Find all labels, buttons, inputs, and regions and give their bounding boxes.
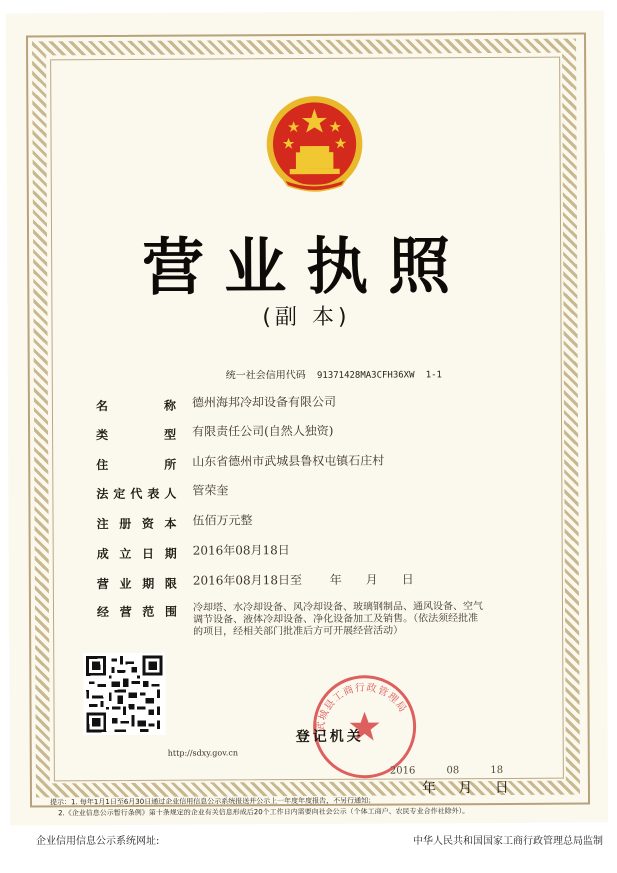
seal-text: 武城县工商行政管理局 <box>315 682 409 733</box>
field-label: 经营范围 <box>96 604 178 620</box>
field-value: 冷却塔、水冷却设备、风冷却设备、玻璃钢制品、通风设备、空气调节设备、液体冷却设备、净化设备加工及销售。（依法须经批准的项目，经相关部门批准后方可开展经营活动） <box>192 601 484 638</box>
national-emblem-icon <box>262 92 367 197</box>
credit-code-label: 统一社会信用代码 <box>225 370 306 382</box>
notes <box>50 795 590 820</box>
document-subtitle: (副 本) <box>262 304 351 331</box>
field-label: 成立日期 <box>96 546 177 562</box>
field-value: 2016年08月18日 <box>192 543 290 558</box>
issue-date-filled: 2016 08 18 <box>389 764 504 777</box>
note-line: 提示：1. 每年1月1日至6月30日通过企业信用信息公示系统报送并公示上一年度年度报告，不另行通知； <box>49 796 376 807</box>
field-label: 类型 <box>96 427 177 443</box>
license-sheet <box>6 10 608 825</box>
field-business-term <box>97 573 537 597</box>
field-legal-representative <box>96 483 536 507</box>
field-value: 伍佰万元整 <box>192 513 253 528</box>
field-label: 名称 <box>95 398 176 414</box>
field-address <box>96 454 536 478</box>
field-registered-capital <box>97 513 537 537</box>
field-label: 住所 <box>96 457 177 473</box>
qr-url: http://sdxy.gov.cn <box>167 748 238 758</box>
document-title: 营业执照 <box>142 229 471 304</box>
copy-number: 1-1 <box>425 370 442 381</box>
field-value: 德州海邦冷却设备有限公司 <box>191 394 336 410</box>
field-name <box>96 395 536 419</box>
qr-code-icon <box>83 653 165 735</box>
credit-code-line <box>226 365 442 381</box>
issue-date-printed: 年 月 日 <box>421 779 509 797</box>
field-label: 营业期限 <box>96 576 177 592</box>
field-label: 法定代表人 <box>96 486 177 502</box>
field-label: 注册资本 <box>96 516 177 532</box>
registration-authority: 登记机关 <box>295 728 364 746</box>
credit-code-value: 91371428MA3CFH36XW <box>316 370 415 381</box>
field-value: 有限责任公司(自然人独资) <box>192 423 334 439</box>
field-value: 2016年08月18日至 年 月 日 <box>192 572 414 588</box>
field-type <box>96 424 536 448</box>
field-established-date <box>97 543 537 567</box>
field-value: 山东省德州市武城县鲁权屯镇石庄村 <box>192 453 385 469</box>
note-line: 2.《企业信息公示暂行条例》第十条规定的企业有关信息形成后20个工作日内需要向社会公示（个体工商户、农民专业合作社除外）。 <box>58 807 470 818</box>
footer-issuer: 中华人民共和国国家工商行政管理总局监制 <box>413 836 603 847</box>
field-value: 管荣奎 <box>192 483 229 498</box>
footer-website-label: 企业信用信息公示系统网址: <box>36 836 160 847</box>
